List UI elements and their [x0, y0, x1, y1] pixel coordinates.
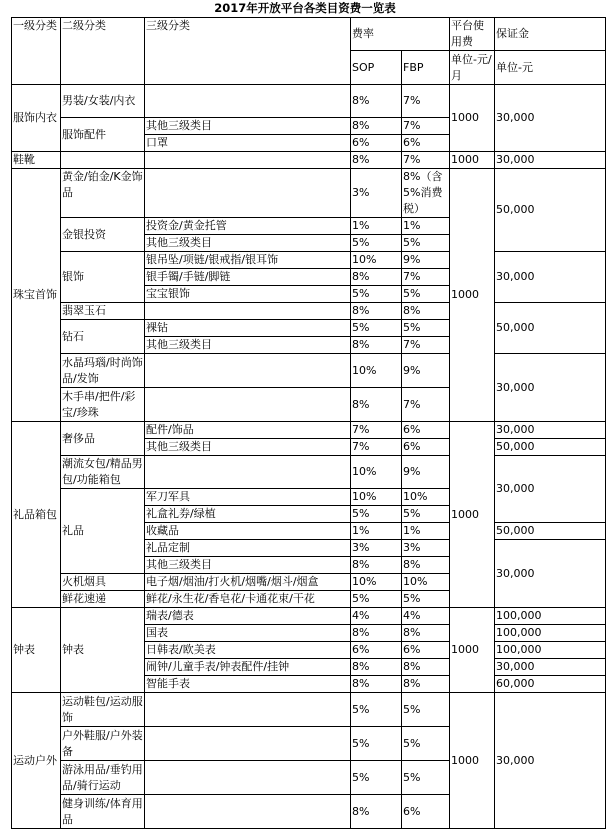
- cell-fbp: 1%: [402, 218, 450, 235]
- header-platform-fee: 平台使用费: [450, 18, 495, 51]
- table-row: [12, 152, 606, 169]
- cell-level3: [145, 456, 351, 489]
- cell-level3: 智能手表: [145, 676, 351, 693]
- cell-level2: 游泳用品/垂钓用品/骑行运动: [61, 761, 145, 795]
- cell-fbp: 7%: [402, 118, 450, 135]
- cell-level3: 鲜花/永生花/香皂花/卡通花束/干花: [145, 591, 351, 608]
- cell-platform-fee: 1000: [450, 169, 495, 422]
- cell-sop: 3%: [351, 169, 402, 218]
- cell-fbp: 6%: [402, 439, 450, 456]
- cell-sop: 8%: [351, 388, 402, 422]
- cell-fbp: 5%: [402, 761, 450, 795]
- cell-sop: 10%: [351, 489, 402, 506]
- cell-deposit: 30,000: [495, 456, 606, 523]
- cell-fbp: 6%: [402, 135, 450, 152]
- cell-fbp: 5%: [402, 286, 450, 303]
- cell-sop: 7%: [351, 422, 402, 439]
- cell-level2: 潮流女包/精品男包/功能箱包: [61, 456, 145, 489]
- header-sop: SOP: [351, 51, 402, 85]
- cell-fbp: 6%: [402, 795, 450, 829]
- cell-level1: 服饰内衣: [12, 85, 61, 152]
- cell-level2: 男装/女装/内衣: [61, 85, 145, 118]
- cell-fbp: 5%: [402, 693, 450, 727]
- cell-sop: 8%: [351, 303, 402, 320]
- cell-sop: 5%: [351, 320, 402, 337]
- header-platform-unit: 单位-元/月: [450, 51, 495, 85]
- cell-level3: 其他三级类目: [145, 118, 351, 135]
- cell-sop: 5%: [351, 286, 402, 303]
- cell-level3: [145, 169, 351, 218]
- cell-level2: 钟表: [61, 608, 145, 693]
- cell-deposit: 30,000: [495, 152, 606, 169]
- cell-fbp: 8%: [402, 625, 450, 642]
- cell-sop: 6%: [351, 642, 402, 659]
- cell-level3: 投资金/黄金托管: [145, 218, 351, 235]
- cell-level3: [145, 354, 351, 388]
- cell-sop: 8%: [351, 795, 402, 829]
- header-level2: 二级分类: [61, 18, 145, 85]
- cell-level3: 日韩表/欧美表: [145, 642, 351, 659]
- cell-level2: 黄金/铂金/K金饰品: [61, 169, 145, 218]
- cell-level2: 户外鞋服/户外装备: [61, 727, 145, 761]
- cell-fbp: 3%: [402, 540, 450, 557]
- cell-level1: 珠宝首饰: [12, 169, 61, 422]
- cell-level2: [61, 152, 145, 169]
- cell-level3: 国表: [145, 625, 351, 642]
- cell-fbp: 1%: [402, 523, 450, 540]
- cell-level2: 金银投资: [61, 218, 145, 252]
- cell-level3: 其他三级类目: [145, 235, 351, 252]
- cell-sop: 8%: [351, 85, 402, 118]
- table-row: [12, 85, 606, 118]
- cell-deposit: 60,000: [495, 676, 606, 693]
- cell-fbp: 6%: [402, 422, 450, 439]
- cell-sop: 8%: [351, 625, 402, 642]
- cell-platform-fee: 1000: [450, 85, 495, 152]
- cell-fbp: 4%: [402, 608, 450, 625]
- cell-deposit: 50,000: [495, 439, 606, 456]
- cell-deposit: 50,000: [495, 169, 606, 252]
- cell-deposit: 30,000: [495, 693, 606, 829]
- cell-fbp: 8%: [402, 557, 450, 574]
- cell-level2: 水晶玛瑙/时尚饰品/发饰: [61, 354, 145, 388]
- cell-sop: 8%: [351, 557, 402, 574]
- cell-level2: 奢侈品: [61, 422, 145, 456]
- cell-deposit: 100,000: [495, 608, 606, 625]
- cell-level2: 礼品: [61, 489, 145, 574]
- header-level3: 三级分类: [145, 18, 351, 85]
- cell-level2: 翡翠玉石: [61, 303, 145, 320]
- table-row: [12, 422, 606, 439]
- cell-level3: 军刀军具: [145, 489, 351, 506]
- header-deposit-unit: 单位-元: [495, 51, 606, 85]
- cell-level1: 礼品箱包: [12, 422, 61, 608]
- cell-fbp: 5%: [402, 591, 450, 608]
- cell-sop: 3%: [351, 540, 402, 557]
- cell-fbp: 7%: [402, 269, 450, 286]
- cell-level3: 其他三级类目: [145, 439, 351, 456]
- cell-level3: [145, 693, 351, 727]
- cell-level3: [145, 795, 351, 829]
- cell-platform-fee: 1000: [450, 422, 495, 608]
- cell-sop: 8%: [351, 152, 402, 169]
- cell-deposit: 30,000: [495, 659, 606, 676]
- cell-level3: [145, 303, 351, 320]
- cell-fbp: 9%: [402, 252, 450, 269]
- cell-level3: 其他三级类目: [145, 337, 351, 354]
- cell-level2: 健身训练/体育用品: [61, 795, 145, 829]
- cell-deposit: 30,000: [495, 540, 606, 608]
- cell-sop: 4%: [351, 608, 402, 625]
- cell-level3: 裸钻: [145, 320, 351, 337]
- cell-level1: 运动户外: [12, 693, 61, 829]
- table-row: [12, 252, 606, 269]
- cell-level3: 口罩: [145, 135, 351, 152]
- cell-sop: 8%: [351, 659, 402, 676]
- cell-sop: 5%: [351, 506, 402, 523]
- cell-level3: [145, 761, 351, 795]
- cell-level2: 鲜花速递: [61, 591, 145, 608]
- cell-level2: 服饰配件: [61, 118, 145, 152]
- cell-level3: 收藏品: [145, 523, 351, 540]
- page-title: 2017年开放平台各类目资费一览表: [214, 1, 396, 15]
- cell-level3: [145, 388, 351, 422]
- cell-deposit: 50,000: [495, 523, 606, 540]
- cell-sop: 1%: [351, 523, 402, 540]
- cell-sop: 1%: [351, 218, 402, 235]
- cell-level2: 木手串/把件/彩宝/珍珠: [61, 388, 145, 422]
- cell-sop: 7%: [351, 439, 402, 456]
- cell-fbp: 10%: [402, 574, 450, 591]
- cell-sop: 5%: [351, 693, 402, 727]
- table-header-row: [12, 18, 606, 51]
- cell-fbp: 7%: [402, 388, 450, 422]
- cell-sop: 10%: [351, 354, 402, 388]
- cell-level3: 闹钟/儿童手表/钟表配件/挂钟: [145, 659, 351, 676]
- cell-deposit: 30,000: [495, 252, 606, 303]
- header-deposit: 保证金: [495, 18, 606, 51]
- cell-deposit: 30,000: [495, 422, 606, 439]
- cell-deposit: 30,000: [495, 354, 606, 422]
- cell-fbp: 6%: [402, 642, 450, 659]
- cell-fbp: 5%: [402, 320, 450, 337]
- cell-deposit: 50,000: [495, 303, 606, 354]
- table-row: [12, 456, 606, 489]
- cell-deposit: 100,000: [495, 625, 606, 642]
- cell-level3: 配件/饰品: [145, 422, 351, 439]
- cell-fbp: 10%: [402, 489, 450, 506]
- cell-sop: 8%: [351, 676, 402, 693]
- table-row: [12, 354, 606, 388]
- cell-level1: 鞋靴: [12, 152, 61, 169]
- cell-level3: 礼品定制: [145, 540, 351, 557]
- cell-sop: 5%: [351, 235, 402, 252]
- cell-platform-fee: 1000: [450, 152, 495, 169]
- table-row: [12, 303, 606, 320]
- cell-sop: 10%: [351, 456, 402, 489]
- cell-level3: [145, 152, 351, 169]
- cell-sop: 10%: [351, 574, 402, 591]
- cell-level3: [145, 727, 351, 761]
- cell-sop: 8%: [351, 337, 402, 354]
- cell-level1: 钟表: [12, 608, 61, 693]
- header-rate: 费率: [351, 18, 450, 51]
- cell-platform-fee: 1000: [450, 693, 495, 829]
- cell-sop: 8%: [351, 118, 402, 135]
- cell-fbp: 7%: [402, 152, 450, 169]
- cell-fbp: 8%: [402, 676, 450, 693]
- table-row: [12, 693, 606, 727]
- cell-sop: 5%: [351, 761, 402, 795]
- cell-level3: 礼盒礼券/绿植: [145, 506, 351, 523]
- cell-level2: 运动鞋包/运动服饰: [61, 693, 145, 727]
- cell-level2: 火机烟具: [61, 574, 145, 591]
- table-row: [12, 169, 606, 218]
- cell-fbp: 9%: [402, 354, 450, 388]
- cell-deposit: 100,000: [495, 642, 606, 659]
- fee-table: [11, 17, 606, 829]
- cell-fbp: 5%: [402, 506, 450, 523]
- header-fbp: FBP: [402, 51, 450, 85]
- cell-fbp: 9%: [402, 456, 450, 489]
- cell-level2: 钻石: [61, 320, 145, 354]
- cell-sop: 6%: [351, 135, 402, 152]
- cell-level3: 宝宝银饰: [145, 286, 351, 303]
- cell-fbp: 8%: [402, 659, 450, 676]
- cell-sop: 8%: [351, 269, 402, 286]
- cell-level3: 瑞表/德表: [145, 608, 351, 625]
- cell-level3: 银手镯/手链/脚链: [145, 269, 351, 286]
- cell-level3: [145, 85, 351, 118]
- cell-fbp: 8%（含5%消费税）: [402, 169, 450, 218]
- cell-fbp: 5%: [402, 235, 450, 252]
- cell-level3: 其他三级类目: [145, 557, 351, 574]
- cell-fbp: 5%: [402, 727, 450, 761]
- cell-fbp: 8%: [402, 303, 450, 320]
- cell-fbp: 7%: [402, 85, 450, 118]
- cell-platform-fee: 1000: [450, 608, 495, 693]
- cell-level3: 电子烟/烟油/打火机/烟嘴/烟斗/烟盒: [145, 574, 351, 591]
- table-row: [12, 608, 606, 625]
- cell-sop: 10%: [351, 252, 402, 269]
- cell-deposit: 30,000: [495, 85, 606, 152]
- cell-fbp: 7%: [402, 337, 450, 354]
- header-level1: 一级分类: [12, 18, 61, 85]
- cell-level2: 银饰: [61, 252, 145, 303]
- cell-sop: 5%: [351, 591, 402, 608]
- cell-level3: 银吊坠/项链/银戒指/银耳饰: [145, 252, 351, 269]
- cell-sop: 5%: [351, 727, 402, 761]
